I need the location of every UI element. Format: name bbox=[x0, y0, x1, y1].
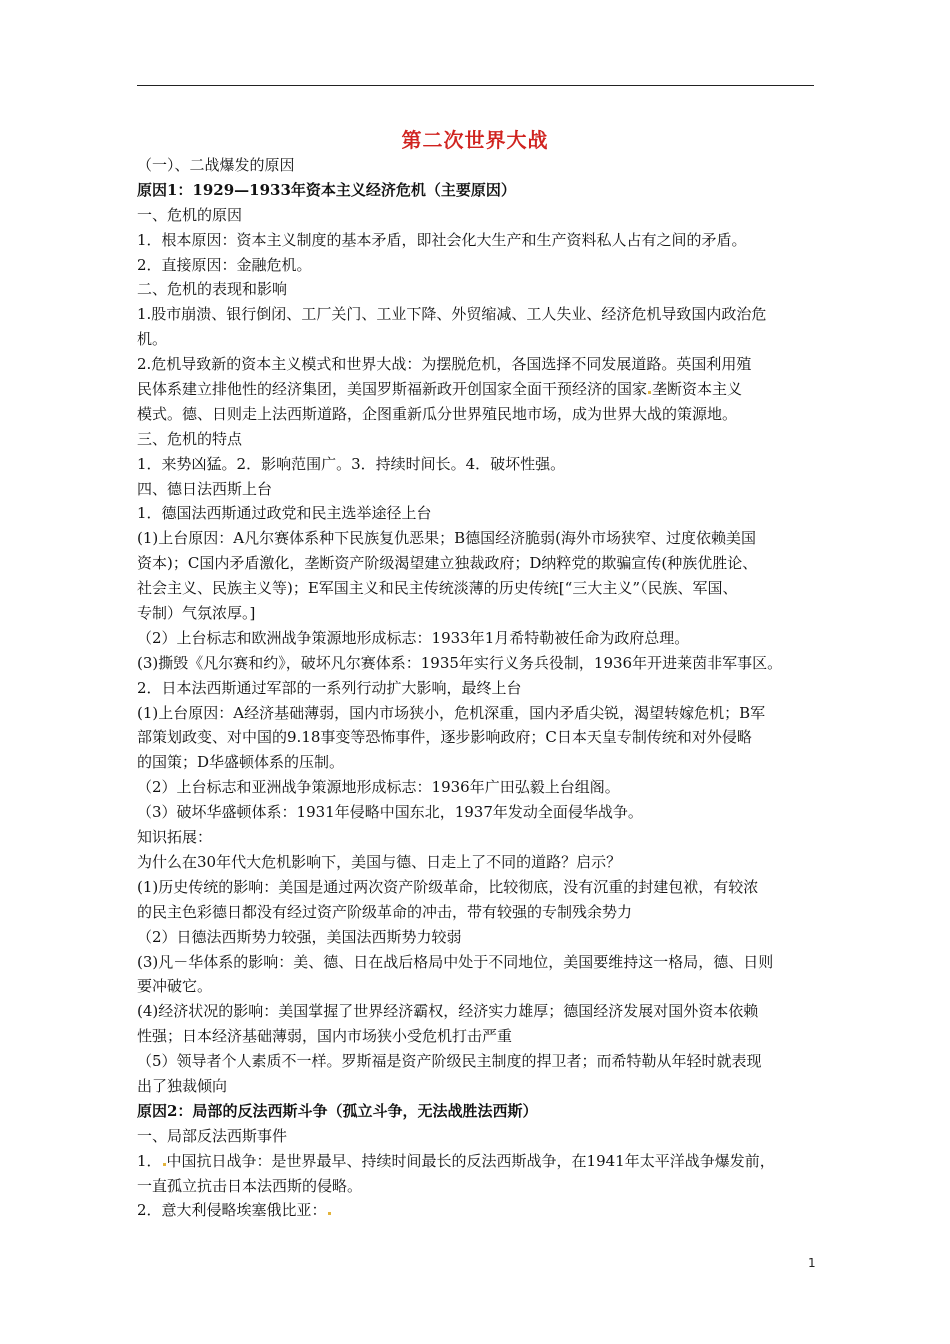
text-line: 2．意大利侵略埃塞俄比亚： bbox=[137, 1198, 817, 1223]
page-number: 1 bbox=[808, 1256, 816, 1270]
text-line: (1)上台原因：A凡尔赛体系种下民族复仇恶果；B德国经济脆弱(海外市场狭窄、过度依赖美国 bbox=[137, 529, 756, 548]
edit-mark-icon bbox=[163, 1163, 166, 1166]
text-line: 四、德日法西斯上台 bbox=[137, 479, 273, 498]
text-line: 社会主义、民族主义等)；E军国主义和民主传统淡薄的历史传统[“三大主义”（民族、军国、 bbox=[137, 579, 738, 598]
text-line: 2.危机导致新的资本主义模式和世界大战：为摆脱危机，各国选择不同发展道路。英国利用殖 bbox=[137, 355, 752, 374]
text-line: 的国策；D华盛顿体系的压制。 bbox=[137, 753, 345, 772]
text-line: (4)经济状况的影响：美国掌握了世界经济霸权，经济实力雄厚；德国经济发展对国外资本依赖 bbox=[137, 1002, 759, 1021]
edit-mark-icon bbox=[648, 391, 651, 394]
text-line: 出了独裁倾向 bbox=[137, 1076, 228, 1095]
text-line: 性强；日本经济基础薄弱，国内市场狭小受危机打击严重 bbox=[137, 1027, 513, 1046]
text-line: （2）上台标志和亚洲战争策源地形成标志：1936年广田弘毅上台组阁。 bbox=[137, 778, 620, 797]
text-line: （3）破坏华盛顿体系：1931年侵略中国东北，1937年发动全面侵华战争。 bbox=[137, 803, 643, 822]
text-line: 资本)；C国内矛盾激化，垄断资产阶级渴望建立独裁政府；D纳粹党的欺骗宣传(种族优胜论、 bbox=[137, 554, 758, 573]
text-line: 三、危机的特点 bbox=[137, 429, 243, 448]
text-line: 1.股市崩溃、银行倒闭、工厂关门、工业下降、外贸缩减、工人失业、经济危机导致国内政治危 bbox=[137, 305, 767, 324]
text-line: 要冲破它。 bbox=[137, 977, 213, 996]
edit-mark-icon bbox=[328, 1212, 331, 1215]
text-line: 1．根本原因：资本主义制度的基本矛盾，即社会化大生产和生产资料私人占有之间的矛盾。 bbox=[137, 230, 747, 249]
text-line: (3)凡－华体系的影响：美、德、日在战后格局中处于不同地位，美国要维持这一格局，德、日则 bbox=[137, 952, 774, 971]
document-body bbox=[137, 153, 817, 1223]
text-line: 机。 bbox=[137, 330, 168, 349]
text-line: （一）、二战爆发的原因 bbox=[137, 156, 295, 174]
text-line: 1．德国法西斯通过政党和民主选举途径上台 bbox=[137, 504, 432, 523]
text-line: 模式。德、日则走上法西斯道路，企图重新瓜分世界殖民地市场，成为世界大战的策源地。 bbox=[137, 404, 738, 423]
text-line: 的民主色彩德日都没有经过资产阶级革命的冲击，带有较强的专制残余势力 bbox=[137, 902, 633, 921]
text-line: 1． 中国抗日战争：是世界最早、持续时间最长的反法西斯战争，在1941年太平洋战争爆发前， bbox=[137, 1151, 775, 1170]
text-line: （2）上台标志和欧洲战争策源地形成标志：1933年1月希特勒被任命为政府总理。 bbox=[137, 628, 690, 647]
text-line: 2．日本法西斯通过军部的一系列行动扩大影响，最终上台 bbox=[137, 678, 522, 697]
text-line: (3)撕毁《凡尔赛和约》，破坏凡尔赛体系：1935年实行义务兵役制，1936年开进莱茵非军事区。 bbox=[137, 653, 783, 672]
page-title: 第二次世界大战 bbox=[401, 128, 549, 152]
text-line: 部策划政变、对中国的9.18事变等恐怖事件，逐步影响政府；C日本天皇专制传统和对外侵略 bbox=[137, 728, 752, 747]
text-line: 专制）气氛浓厚。] bbox=[137, 604, 256, 623]
text-line: （2）日德法西斯势力较强，美国法西斯势力较弱 bbox=[137, 927, 462, 946]
text-line: 一、局部反法西斯事件 bbox=[137, 1126, 288, 1145]
text-line: 2．直接原因：金融危机。 bbox=[137, 255, 312, 274]
text-line: 一、危机的原因 bbox=[137, 205, 243, 224]
header-rule bbox=[137, 85, 814, 86]
text-line: (1)上台原因：A经济基础薄弱，国内市场狭小，危机深重，国内矛盾尖锐，渴望转嫁危机；B军 bbox=[137, 703, 766, 722]
text-line: 民体系建立排他性的经济集团，美国罗斯福新政开创国家全面干预经济的国家 垄断资本主义 bbox=[137, 380, 743, 399]
text-line: （5）领导者个人素质不一样。罗斯福是资产阶级民主制度的捍卫者；而希特勒从年轻时就表现 bbox=[137, 1052, 762, 1071]
text-line: 1．来势凶猛。2．影响范围广。3．持续时间长。4．破坏性强。 bbox=[137, 454, 566, 473]
text-line: 原因1：1929—1933年资本主义经济危机（主要原因） bbox=[137, 180, 516, 199]
text-line: 为什么在30年代大危机影响下，美国与德、日走上了不同的道路？启示？ bbox=[137, 852, 622, 871]
text-line: 知识拓展： bbox=[137, 828, 213, 847]
text-line: (1)历史传统的影响：美国是通过两次资产阶级革命，比较彻底，没有沉重的封建包袱，有较浓 bbox=[137, 877, 759, 896]
text-line: 二、危机的表现和影响 bbox=[137, 280, 288, 299]
text-line: 原因2：局部的反法西斯斗争（孤立斗争，无法战胜法西斯） bbox=[137, 1101, 538, 1120]
text-line: 一直孤立抗击日本法西斯的侵略。 bbox=[137, 1176, 363, 1195]
